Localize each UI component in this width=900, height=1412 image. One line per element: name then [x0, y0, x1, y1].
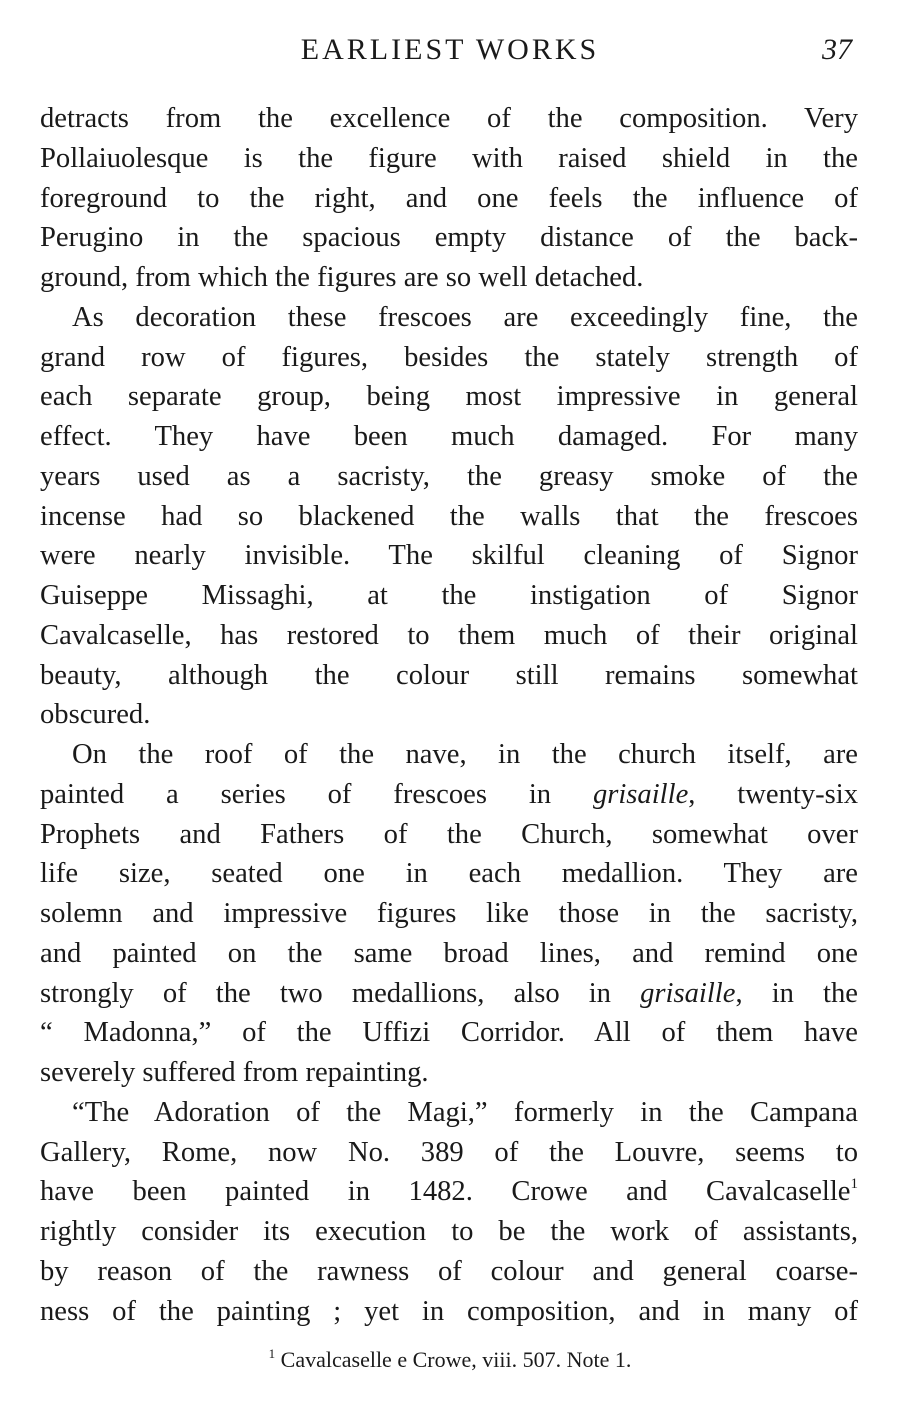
text-line: solemn and impressive figures like those in the sacristy,	[40, 898, 858, 929]
text-span: , twenty-six	[688, 778, 859, 810]
text-line: rightly consider its execution to be the work of assistants,	[40, 1216, 858, 1247]
text-line: Cavalcaselle, has restored to them much of their original	[40, 619, 858, 651]
text-line: foreground to the right, and one feels the influence of	[40, 182, 858, 214]
text-line: years used as a sacristy, the greasy smoke of the	[40, 460, 858, 492]
text-line	[40, 1172, 858, 1212]
text-line: and painted on the same broad lines, and remind one	[40, 937, 858, 969]
page-number: 37	[822, 33, 852, 66]
text-line: beauty, although the colour still remains somewhat	[40, 659, 858, 691]
text-line: Perugino in the spacious empty distance of the back-	[40, 222, 858, 254]
text-line	[40, 974, 858, 1014]
italic-term: grisaille	[592, 778, 689, 810]
text-line: ground, from which the figures are so well detached.	[40, 262, 644, 293]
footnote	[0, 1346, 900, 1374]
text-line: life size, seated one in each medallion. They are	[40, 858, 858, 890]
text-line: each separate group, being most impressive in general	[40, 381, 858, 413]
text-line: “The Adoration of the Magi,” formerly in the Campana	[72, 1096, 858, 1128]
text-line: Pollaiuolesque is the figure with raised shield in the	[40, 142, 858, 174]
text-line: severely suffered from repainting.	[40, 1057, 429, 1088]
text-line: As decoration these frescoes are exceedingly fine, the	[72, 301, 858, 333]
text-line: obscured.	[40, 699, 151, 731]
text-span: strongly of the two medallions, also in	[40, 977, 641, 1009]
text-span: , in the	[735, 977, 858, 1009]
text-line: “ Madonna,” of the Uffizi Corridor. All of them have	[40, 1017, 858, 1049]
text-line: ness of the painting ; yet in composition, and in many of	[40, 1295, 858, 1327]
text-line	[40, 775, 858, 815]
text-line: incense had so blackened the walls that the frescoes	[40, 500, 858, 532]
body-text	[40, 99, 858, 1331]
text-line: detracts from the excellence of the composition. Very	[40, 103, 858, 134]
text-line: by reason of the rawness of colour and general coarse-	[40, 1255, 858, 1287]
text-line: were nearly invisible. The skilful cleaning of Signor	[40, 540, 858, 572]
footnote-number: 1	[268, 1346, 276, 1361]
running-head	[0, 30, 900, 70]
text-line: grand row of figures, besides the stately strength of	[40, 341, 858, 373]
text-line: Prophets and Fathers of the Church, somewhat over	[40, 818, 858, 850]
text-line: On the roof of the nave, in the church itself, are	[72, 739, 858, 770]
footnote-marker: 1	[850, 1176, 858, 1193]
footnote-text: Cavalcaselle e Crowe, viii. 507. Note 1.	[280, 1347, 632, 1372]
text-line: Gallery, Rome, now No. 389 of the Louvre, seems to	[40, 1136, 858, 1168]
text-line: effect. They have been much damaged. For many	[40, 421, 858, 452]
text-span: have been painted in 1482. Crowe and Cavalcaselle	[40, 1176, 851, 1208]
italic-term: grisaille	[640, 977, 736, 1009]
text-line: Guiseppe Missaghi, at the instigation of Signor	[40, 580, 858, 611]
running-title: EARLIEST WORKS	[300, 33, 600, 66]
text-span: painted a series of frescoes in	[40, 778, 593, 810]
